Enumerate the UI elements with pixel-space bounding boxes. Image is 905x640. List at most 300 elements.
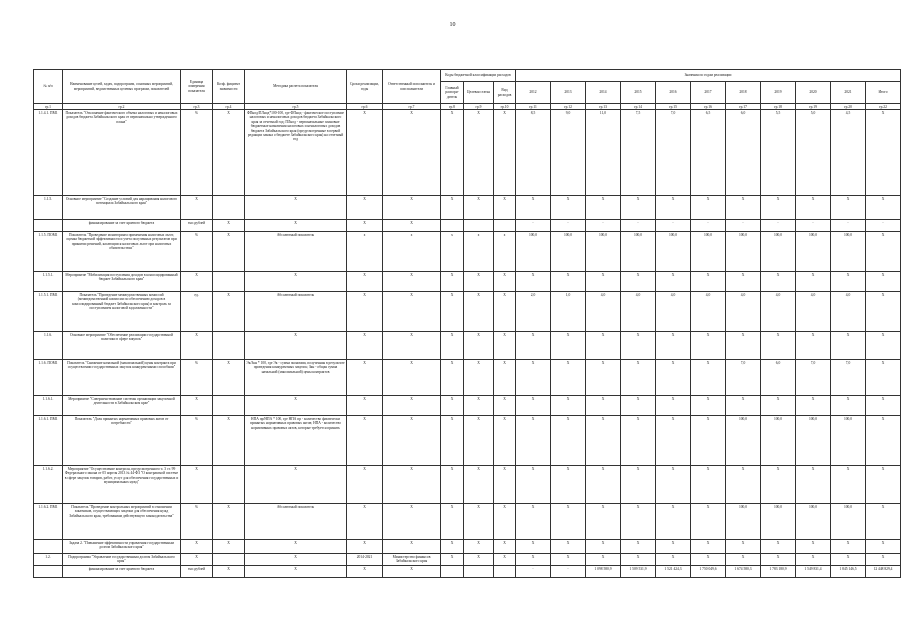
- table-cell: Х: [441, 504, 464, 540]
- row-name-cell: Показатель "Проведение межведомственных комиссий (межведомственной комиссии по обеспечению доходов в консолидированный бюджет Забайкальского края) и контроль за поступлением налоговой задолженности": [63, 292, 181, 332]
- column-number: гр.16: [691, 104, 726, 110]
- table-cell: -: [551, 566, 586, 578]
- table-cell: 1 783 180,9: [761, 566, 796, 578]
- table-cell: Х: [621, 196, 656, 220]
- table-cell: Эк/Зкн * 100, где Эк - сумма экономии, полученная в результате проведения конкурентных закупок; Зкн - общая сумма начальной (максимальной) цены контрактов: [245, 360, 347, 396]
- table-cell: [441, 220, 464, 232]
- table-cell: Х: [586, 466, 621, 504]
- table-cell: Х: [441, 196, 464, 220]
- column-number: гр.15: [656, 104, 691, 110]
- table-cell: Х: [441, 360, 464, 396]
- column-number: гр.20: [831, 104, 866, 110]
- table-cell: Х: [347, 332, 383, 360]
- table-cell: 6,5: [691, 110, 726, 196]
- table-cell: [213, 196, 245, 220]
- header-year: 2013: [551, 82, 586, 104]
- table-cell: Х: [383, 110, 441, 196]
- table-cell: Х: [464, 396, 494, 416]
- table-cell: Х: [494, 360, 516, 396]
- row-number-cell: 1.2.: [34, 554, 63, 566]
- table-cell: Х: [516, 416, 551, 466]
- table-cell: Х: [656, 504, 691, 540]
- header-year: 2019: [761, 82, 796, 104]
- column-number: гр.4: [213, 104, 245, 110]
- table-cell: Х: [726, 196, 761, 220]
- row-name-cell: Подпрограмма "Управление государственным долгом Забайкальского края": [63, 554, 181, 566]
- table-cell: Х: [656, 466, 691, 504]
- table-cell: 5,0: [796, 110, 831, 196]
- table-cell: Х: [761, 540, 796, 554]
- table-cell: Х: [494, 554, 516, 566]
- row-name-cell: Основное мероприятие "Обеспечение реализации государственной политики в сфере закупок": [63, 332, 181, 360]
- table-cell: 100,0: [726, 504, 761, 540]
- table-cell: 1 674 580,3: [726, 566, 761, 578]
- table-cell: 100,0: [726, 416, 761, 466]
- table-cell: Х: [866, 360, 901, 396]
- table-cell: 4,0: [586, 292, 621, 332]
- table-cell: 100,0: [831, 504, 866, 540]
- table-cell: 4,5: [831, 110, 866, 196]
- table-cell: Х: [656, 196, 691, 220]
- column-number: гр.14: [621, 104, 656, 110]
- table-cell: Х: [831, 272, 866, 292]
- row-number-cell: 1.1.6.1.: [34, 396, 63, 416]
- table-cell: Х: [464, 292, 494, 332]
- header-year: 2021: [831, 82, 866, 104]
- table-cell: 100,0: [796, 416, 831, 466]
- table-cell: Х: [586, 196, 621, 220]
- table-cell: 12 448 829,4: [866, 566, 901, 578]
- row-number-cell: 1.1.5. ПОМ1: [34, 232, 63, 272]
- table-row: [34, 540, 901, 554]
- table-cell: Х: [383, 396, 441, 416]
- table-cell: Х: [347, 396, 383, 416]
- table-cell: 4,0: [691, 292, 726, 332]
- table-row: [34, 332, 901, 360]
- table-cell: 5,5: [761, 110, 796, 196]
- table-cell: Х: [516, 272, 551, 292]
- table-cell: -: [621, 220, 656, 232]
- table-cell: Х: [796, 196, 831, 220]
- table-cell: Х: [464, 360, 494, 396]
- table-cell: -: [831, 220, 866, 232]
- table-cell: Х: [245, 554, 347, 566]
- table-cell: Х: [494, 416, 516, 466]
- table-cell: 2014-2021: [347, 554, 383, 566]
- table-cell: Х: [441, 292, 464, 332]
- table-cell: Министерство финансов Забайкальского края: [383, 554, 441, 566]
- table-cell: Абсолютный показатель: [245, 504, 347, 540]
- table-cell: Х: [441, 554, 464, 566]
- table-cell: 100,0: [691, 232, 726, 272]
- table-cell: Х: [796, 554, 831, 566]
- table-cell: Х: [761, 396, 796, 416]
- table-cell: -: [586, 220, 621, 232]
- table-cell: Х: [866, 110, 901, 196]
- table-cell: Х: [245, 540, 347, 554]
- table-cell: Х: [621, 540, 656, 554]
- table-cell: [441, 566, 464, 578]
- table-cell: [213, 272, 245, 292]
- header-unit: Единица измерения показателя: [181, 70, 213, 104]
- row-name-cell: Основное мероприятие "Создание условий для наращивания налогового потенциала Забайкальского края": [63, 196, 181, 220]
- table-cell: х: [383, 232, 441, 272]
- table-cell: [213, 466, 245, 504]
- table-cell: Х: [586, 504, 621, 540]
- column-number: гр.5: [245, 104, 347, 110]
- header-year: 2020: [796, 82, 831, 104]
- table-cell: Х: [383, 292, 441, 332]
- table-cell: Х: [494, 272, 516, 292]
- table-cell: Х: [761, 466, 796, 504]
- table-cell: 100,0: [761, 504, 796, 540]
- table-cell: Х: [245, 396, 347, 416]
- table-cell: Абсолютный показатель: [245, 292, 347, 332]
- row-name-cell: Мероприятие "Совершенствование системы организации закупочной деятельности в Забайкальском крае": [63, 396, 181, 416]
- table-cell: Х: [656, 272, 691, 292]
- table-cell: Абсолютный показатель: [245, 232, 347, 272]
- table-cell: 100,0: [551, 232, 586, 272]
- header-code: Вид расходов: [494, 82, 516, 104]
- table-cell: -: [796, 220, 831, 232]
- column-number: гр.13: [586, 104, 621, 110]
- header-period: Сроки реализации, годы: [347, 70, 383, 104]
- header-year: 2014: [586, 82, 621, 104]
- table-cell: Х: [464, 466, 494, 504]
- table-cell: Х: [347, 272, 383, 292]
- table-cell: Х: [383, 416, 441, 466]
- row-name-cell: финансирование за счет краевого бюджета: [63, 566, 181, 578]
- table-cell: Х: [656, 396, 691, 416]
- table-cell: Х: [347, 220, 383, 232]
- table-cell: Х: [866, 232, 901, 272]
- table-cell: Х: [516, 332, 551, 360]
- program-indicator-table: [33, 69, 901, 578]
- table-cell: Х: [441, 416, 464, 466]
- header-year: 2015: [621, 82, 656, 104]
- table-cell: 4,0: [831, 292, 866, 332]
- table-cell: Х: [726, 396, 761, 416]
- table-cell: Х: [726, 332, 761, 360]
- table-cell: 4,0: [796, 292, 831, 332]
- row-name-cell: Показатель "Проведение контрольных мероприятий в отношении заказчиков, осуществляющих закупки для обеспечения нужд Забайкальского края, требованиям действующего законодательства": [63, 504, 181, 540]
- table-cell: Х: [866, 416, 901, 466]
- table-cell: Х: [347, 360, 383, 396]
- table-cell: 1 521 424,3: [656, 566, 691, 578]
- table-cell: %: [181, 416, 213, 466]
- row-name-cell: Задача 2. "Повышение эффективности управления государственным долгом Забайкальского края": [63, 540, 181, 554]
- header-code: Целевая статья: [464, 82, 494, 104]
- table-cell: Х: [551, 332, 586, 360]
- table-cell: Х: [691, 360, 726, 396]
- table-cell: Х: [516, 396, 551, 416]
- table-cell: Х: [691, 396, 726, 416]
- table-cell: Х: [494, 396, 516, 416]
- table-cell: Х: [586, 554, 621, 566]
- table-cell: 100,0: [796, 504, 831, 540]
- row-number-cell: 1.1.5.: [34, 196, 63, 220]
- table-cell: [494, 220, 516, 232]
- table-cell: Х: [831, 466, 866, 504]
- table-cell: Х: [441, 110, 464, 196]
- table-cell: Х: [656, 416, 691, 466]
- table-cell: Х: [656, 554, 691, 566]
- table-cell: Х: [464, 110, 494, 196]
- row-number-cell: 1.1.6.2.: [34, 466, 63, 504]
- table-row: [34, 466, 901, 504]
- header-values-group: Значения по годам реализации: [516, 70, 901, 82]
- table-cell: [494, 566, 516, 578]
- table-cell: Х: [516, 504, 551, 540]
- table-cell: Х: [831, 332, 866, 360]
- table-cell: Х: [383, 196, 441, 220]
- table-cell: Х: [516, 360, 551, 396]
- table-cell: 7,5: [621, 110, 656, 196]
- table-cell: Х: [441, 540, 464, 554]
- column-number: гр.22: [866, 104, 901, 110]
- table-cell: Х: [181, 396, 213, 416]
- table-cell: -: [866, 220, 901, 232]
- table-cell: Х: [586, 540, 621, 554]
- table-cell: Х: [691, 332, 726, 360]
- table-cell: Х: [691, 196, 726, 220]
- page-number: 10: [449, 22, 456, 28]
- table-cell: Х: [621, 360, 656, 396]
- table-cell: Х: [181, 466, 213, 504]
- table-cell: Х: [656, 332, 691, 360]
- table-cell: Х: [691, 416, 726, 466]
- table-cell: Х: [516, 466, 551, 504]
- table-cell: Х: [726, 554, 761, 566]
- table-cell: Х: [866, 466, 901, 504]
- table-cell: 4,0: [726, 292, 761, 332]
- table-cell: Х: [621, 554, 656, 566]
- table-row: [34, 416, 901, 466]
- table-cell: Х: [761, 196, 796, 220]
- table-cell: Х: [866, 272, 901, 292]
- column-number: гр.12: [551, 104, 586, 110]
- header-year: 2017: [691, 82, 726, 104]
- table-body: [34, 104, 901, 578]
- table-cell: Х: [245, 466, 347, 504]
- table-cell: Х: [691, 554, 726, 566]
- table-cell: 100,0: [761, 232, 796, 272]
- table-cell: Х: [551, 466, 586, 504]
- column-number: гр.10: [494, 104, 516, 110]
- table-cell: -: [551, 220, 586, 232]
- table-cell: х: [441, 232, 464, 272]
- header-year: 2018: [726, 82, 761, 104]
- table-row: [34, 196, 901, 220]
- table-cell: Х: [383, 360, 441, 396]
- table-row: [34, 220, 901, 232]
- table-cell: Х: [621, 504, 656, 540]
- column-number: гр.18: [761, 104, 796, 110]
- column-number: гр.19: [796, 104, 831, 110]
- table-cell: тыс.рублей: [181, 566, 213, 578]
- table-cell: Х: [464, 416, 494, 466]
- table-cell: -: [516, 220, 551, 232]
- table-cell: Х: [441, 466, 464, 504]
- table-cell: Х: [383, 220, 441, 232]
- header-num: № п/п: [34, 70, 63, 104]
- table-cell: Х: [621, 416, 656, 466]
- row-name-cell: Показатель "Снижение начальной (максимальной) цены контракта при осуществлении государственных закупок конкурентными способами": [63, 360, 181, 396]
- table-cell: Х: [516, 554, 551, 566]
- header-method: Методика расчета показателя: [245, 70, 347, 104]
- header-year: 2012: [516, 82, 551, 104]
- table-cell: Х: [691, 504, 726, 540]
- table-cell: 9,0: [551, 110, 586, 196]
- table-cell: Х: [726, 466, 761, 504]
- table-row: [34, 504, 901, 540]
- table-cell: Х: [383, 504, 441, 540]
- table-cell: Х: [796, 466, 831, 504]
- table-cell: 100,0: [796, 232, 831, 272]
- table-cell: НПА пр/НПА * 100, где НПА пр - количество фактически принятых нормативных правовых актов; НПА - количество нормативных правовых актов, которые требуется принять: [245, 416, 347, 466]
- column-number: гр.8: [441, 104, 464, 110]
- column-number: гр.9: [464, 104, 494, 110]
- table-cell: ед.: [181, 292, 213, 332]
- table-cell: Х: [441, 396, 464, 416]
- table-cell: -: [726, 220, 761, 232]
- row-number-cell: 1.1.6.2. ПМ1: [34, 504, 63, 540]
- row-number-cell: 1.1.6.1. ПМ1: [34, 416, 63, 466]
- table-cell: 7,0: [831, 360, 866, 396]
- table-cell: Х: [347, 196, 383, 220]
- table-cell: 100,0: [656, 232, 691, 272]
- row-name-cell: Мероприятие "Мобилизация поступления доходов в консолидированный бюджет Забайкальского края": [63, 272, 181, 292]
- row-name-cell: Показатель "Отклонение фактического объема налоговых и неналоговых доходов бюджета Забайкальского края от первоначально утвержденного плана": [63, 110, 181, 196]
- table-cell: Х: [761, 554, 796, 566]
- table-cell: Х: [213, 504, 245, 540]
- table-cell: Х: [494, 110, 516, 196]
- table-cell: Х: [245, 332, 347, 360]
- table-cell: Х: [347, 540, 383, 554]
- table-cell: 100,0: [726, 232, 761, 272]
- table-cell: Х: [441, 272, 464, 292]
- row-number-cell: [34, 220, 63, 232]
- table-cell: -: [761, 220, 796, 232]
- table-cell: Х: [347, 566, 383, 578]
- table-cell: Х: [796, 272, 831, 292]
- row-number-cell: 1.1.5.1. ПМ1: [34, 292, 63, 332]
- table-cell: Х: [551, 196, 586, 220]
- table-cell: Х: [383, 332, 441, 360]
- table-cell: 100,0: [516, 232, 551, 272]
- table-row: [34, 110, 901, 196]
- table-cell: Х: [586, 416, 621, 466]
- row-number-cell: 1.1.6.: [34, 332, 63, 360]
- column-number: гр.11: [516, 104, 551, 110]
- row-name-cell: Показатель "Проведение мониторинга применения налоговых льгот, оценка бюджетной эффективности и учета полученных результатов при принятии решений, касающихся налоговых льгот при налоговых обязательствах": [63, 232, 181, 272]
- table-cell: Х: [831, 196, 866, 220]
- table-cell: 100,0: [761, 416, 796, 466]
- table-row: [34, 292, 901, 332]
- table-cell: х: [494, 232, 516, 272]
- table-cell: Х: [516, 540, 551, 554]
- table-row: [34, 272, 901, 292]
- table-cell: Х: [213, 360, 245, 396]
- table-cell: Х: [656, 360, 691, 396]
- table-cell: Х: [181, 196, 213, 220]
- header-executor: Ответственный исполнитель и соисполнители: [383, 70, 441, 104]
- table-cell: [464, 220, 494, 232]
- table-cell: Х: [213, 220, 245, 232]
- table-cell: Х: [831, 540, 866, 554]
- table-cell: 1 845 146,5: [831, 566, 866, 578]
- table-cell: Х: [551, 540, 586, 554]
- table-cell: 6,0: [761, 360, 796, 396]
- row-name-cell: Показатель "Доля принятых нормативных правовых актов от потребности": [63, 416, 181, 466]
- table-cell: Х: [866, 196, 901, 220]
- header-codes-group: Коды бюджетной классификации расходов: [441, 70, 516, 82]
- table-cell: Х: [181, 272, 213, 292]
- table-cell: Х: [213, 232, 245, 272]
- row-number-cell: 1.1.5.1.: [34, 272, 63, 292]
- table-cell: Х: [245, 272, 347, 292]
- row-name-cell: финансирование за счет краевого бюджета: [63, 220, 181, 232]
- column-number: гр.2: [63, 104, 181, 110]
- table-cell: Х: [347, 416, 383, 466]
- table-cell: х: [464, 232, 494, 272]
- table-cell: 4,0: [656, 292, 691, 332]
- table-cell: Х: [656, 540, 691, 554]
- table-cell: 1 549 831,4: [796, 566, 831, 578]
- table-cell: Х: [245, 566, 347, 578]
- table-cell: Х: [866, 540, 901, 554]
- table-cell: х: [347, 232, 383, 272]
- table-row: [34, 360, 901, 396]
- table-cell: Х: [213, 110, 245, 196]
- table-cell: -: [656, 220, 691, 232]
- table-cell: [213, 332, 245, 360]
- table-cell: Х: [213, 540, 245, 554]
- table-cell: Х: [551, 396, 586, 416]
- table-cell: Х: [586, 332, 621, 360]
- table-cell: Х: [866, 396, 901, 416]
- table-cell: 2,0: [516, 292, 551, 332]
- table-cell: Х: [586, 272, 621, 292]
- table-cell: [213, 396, 245, 416]
- table-cell: Х: [621, 466, 656, 504]
- table-cell: Х: [383, 566, 441, 578]
- table-cell: Х: [347, 504, 383, 540]
- table-cell: Х: [464, 540, 494, 554]
- table-cell: Х: [494, 466, 516, 504]
- table-cell: тыс.рублей: [181, 220, 213, 232]
- table-cell: Х: [831, 554, 866, 566]
- table-cell: Х: [761, 272, 796, 292]
- table-cell: Х: [516, 196, 551, 220]
- table-cell: 7,0: [656, 110, 691, 196]
- table-cell: Х: [181, 332, 213, 360]
- table-cell: Х: [796, 332, 831, 360]
- table-cell: Х: [383, 540, 441, 554]
- column-number: гр.1: [34, 104, 63, 110]
- table-cell: Х: [551, 272, 586, 292]
- table-cell: Х: [494, 540, 516, 554]
- table-cell: Х: [347, 292, 383, 332]
- table-cell: Х: [761, 332, 796, 360]
- column-number: гр.6: [347, 104, 383, 110]
- table-cell: 100,0: [586, 232, 621, 272]
- table-cell: Х: [464, 332, 494, 360]
- row-name-cell: Мероприятие "Осуществление контроля, предусмотренного ч. 3 ст. 99 Федерального закона от 05 апреля 2013 № 44-ФЗ "О контрактной системе в сфере закупок товаров, работ, услуг для обеспечения государственных и муниципальных нужд": [63, 466, 181, 504]
- table-cell: 1 509 531,9: [621, 566, 656, 578]
- table-cell: Х: [494, 332, 516, 360]
- table-cell: 1,0: [551, 292, 586, 332]
